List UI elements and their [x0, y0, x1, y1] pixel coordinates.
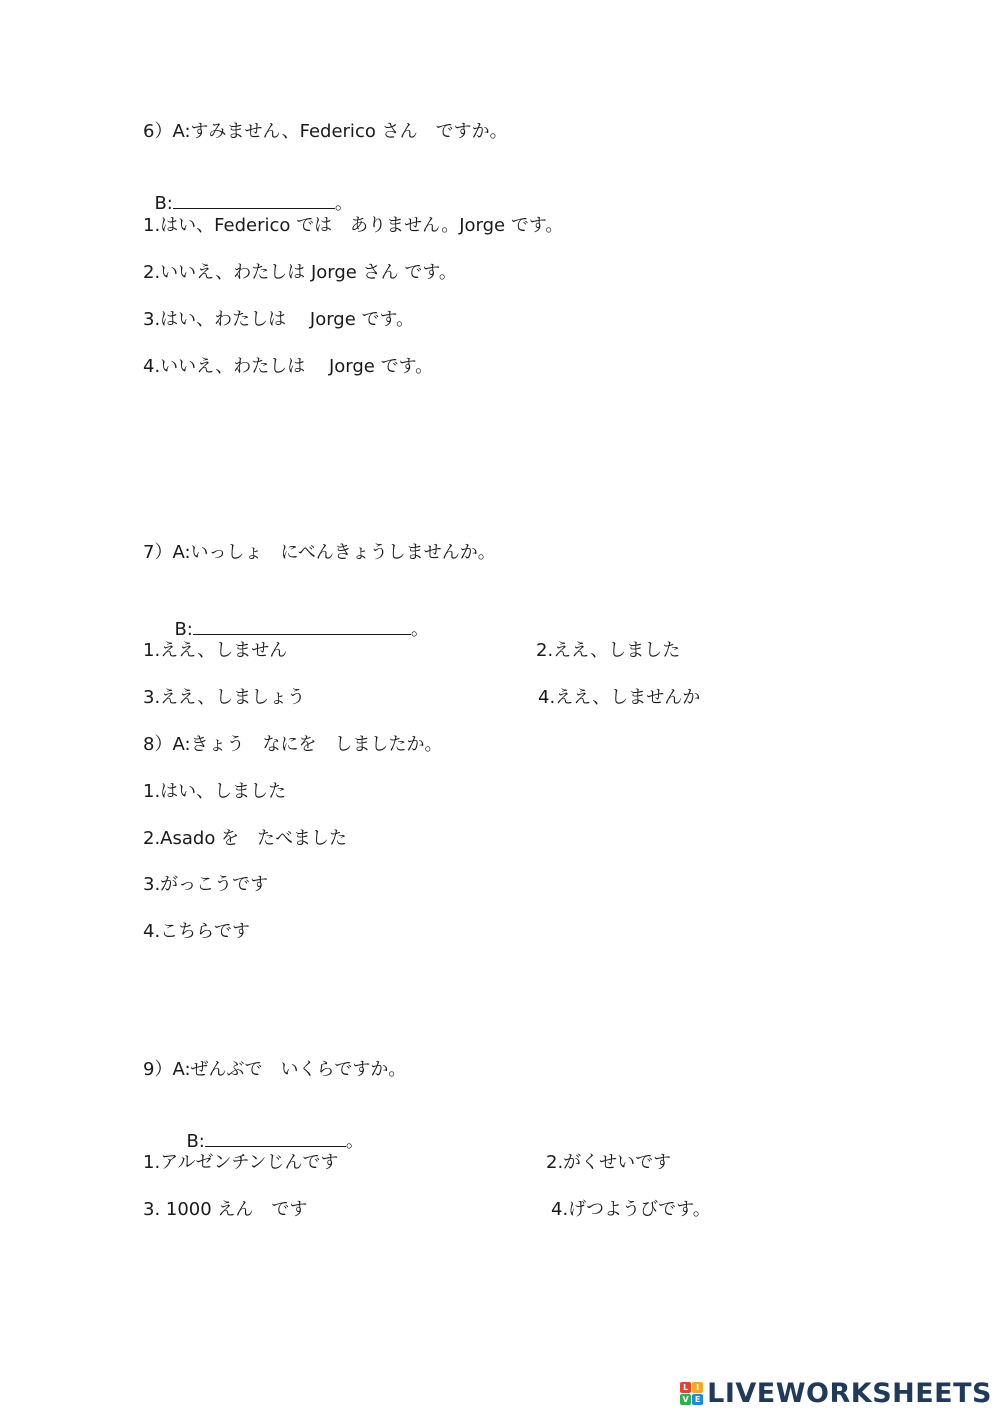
q7-answer-suffix: 。: [410, 619, 429, 640]
q8-option-2: 2.Asado を たべました: [143, 828, 348, 849]
q9-option-3: 3. 1000 えん です: [143, 1199, 308, 1220]
q7-answer-prefix: B:: [174, 619, 193, 640]
q7-question: 7）A:いっしょ にべんきょうしませんか。: [143, 542, 496, 563]
q7-option-1: 1.ええ、しません: [143, 640, 288, 661]
q8-option-4: 4.こちらです: [143, 921, 250, 942]
q7-option-4: 4.ええ、しませんか: [538, 687, 701, 708]
q7-answer-line: [163, 594, 429, 642]
q6-question: 6）A:すみません、Federico さん ですか。: [143, 121, 508, 142]
liveworksheets-logo: [680, 1376, 992, 1410]
q8-option-3: 3.がっこうです: [143, 874, 269, 895]
logo-mark-letter: I: [692, 1382, 703, 1393]
logo-mark-letter: V: [680, 1394, 691, 1405]
q9-answer-line: [175, 1106, 364, 1154]
liveworksheets-mark-icon: [680, 1382, 703, 1405]
q6-answer-line: [143, 168, 353, 216]
q7-option-3: 3.ええ、しましょう: [143, 687, 306, 708]
q6-option-4: 4.いいえ、わたしは Jorge です。: [143, 356, 434, 377]
q9-option-2: 2.がくせいです: [546, 1152, 672, 1173]
logo-mark-letter: L: [680, 1382, 691, 1393]
q9-answer-prefix: B:: [186, 1131, 205, 1152]
q7-option-2: 2.ええ、しました: [536, 640, 681, 661]
q9-answer-suffix: 。: [345, 1131, 364, 1152]
q9-answer-blank[interactable]: [205, 1132, 346, 1147]
q6-answer-suffix: 。: [334, 193, 353, 214]
logo-mark-letter: E: [692, 1394, 703, 1405]
logo-brand-text: LIVEWORKSHEETS: [707, 1377, 992, 1409]
q9-option-4: 4.げつようびです。: [551, 1199, 711, 1220]
q9-option-1: 1.アルゼンチンじんです: [143, 1152, 339, 1173]
q6-option-2: 2.いいえ、わたしは Jorge さん です。: [143, 262, 457, 283]
q6-answer-prefix: B:: [154, 193, 173, 214]
q8-question: 8）A:きょう なにを しましたか。: [143, 734, 443, 755]
q6-option-3: 3.はい、わたしは Jorge です。: [143, 309, 415, 330]
q9-question: 9）A:ぜんぶで いくらですか。: [143, 1059, 407, 1080]
q6-answer-blank[interactable]: [173, 194, 335, 209]
q7-answer-blank[interactable]: [193, 620, 411, 635]
q8-option-1: 1.はい、しました: [143, 781, 287, 802]
q6-option-1: 1.はい、Federico では ありません。Jorge です。: [143, 215, 564, 236]
